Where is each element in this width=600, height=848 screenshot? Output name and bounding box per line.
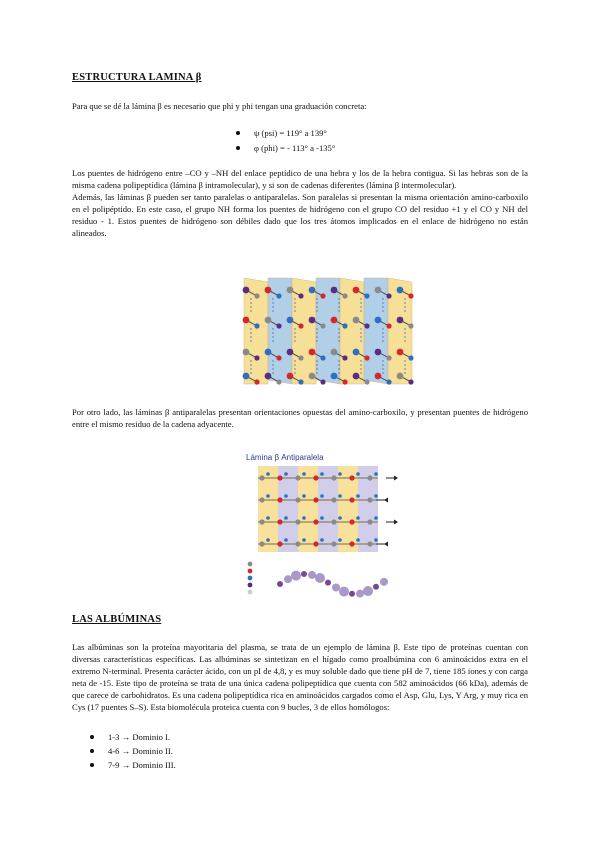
model-atom [291, 571, 301, 581]
atom [342, 355, 347, 360]
atom [349, 497, 354, 502]
atom [243, 349, 250, 356]
model-atom [380, 578, 388, 586]
atom [313, 519, 318, 524]
atom [265, 317, 272, 324]
atom [342, 379, 347, 384]
atom [331, 519, 336, 524]
atom [287, 317, 294, 324]
atom [367, 497, 372, 502]
model-atom [363, 586, 373, 596]
atom [320, 379, 325, 384]
atom [254, 379, 259, 384]
atom [408, 293, 413, 298]
atom [342, 323, 347, 328]
atom [331, 317, 338, 324]
atom [309, 287, 316, 294]
atom [353, 373, 360, 380]
parallel-paragraph: Además, las láminas β pueden ser tanto paralelas o antiparalelas. Son paralelas si presentan la misma orientación amino-carboxilo en el polipéptido. En este caso, el grupo NH forma los puentes de hidrógeno con el grupo CO del residuo +1 y el CO y NH del residuo - 1. Estos puentes de hidrógeno son débiles dado que los tres átomos implicados en el enlace de hidrógeno no están alineados. [72, 192, 528, 238]
atom [331, 497, 336, 502]
intro-paragraph [72, 100, 528, 112]
atom [302, 472, 306, 476]
atom [277, 541, 282, 546]
atom [338, 472, 342, 476]
bullet-icon [90, 763, 94, 767]
atom [397, 287, 404, 294]
atom [295, 475, 300, 480]
atom [338, 516, 342, 520]
list-item: 7-9 → Dominio III. [108, 759, 176, 771]
atom [266, 538, 270, 542]
atom [265, 373, 272, 380]
atom [295, 497, 300, 502]
model-atom [349, 591, 355, 597]
atom [284, 472, 288, 476]
atom [313, 541, 318, 546]
atom [266, 472, 270, 476]
legend-swatch [248, 576, 253, 581]
atom [331, 373, 338, 380]
model-atom [332, 584, 340, 592]
atom [259, 497, 264, 502]
list-item: ψ (psi) = 119° a 139° [254, 127, 335, 139]
atom [276, 379, 281, 384]
atom [353, 317, 360, 324]
atom [331, 475, 336, 480]
atom [254, 355, 259, 360]
atom [374, 472, 378, 476]
atom [298, 379, 303, 384]
atom [364, 355, 369, 360]
atom [313, 497, 318, 502]
atom [386, 379, 391, 384]
atom [349, 519, 354, 524]
atom [298, 323, 303, 328]
sheet-panel [388, 278, 412, 384]
model-atom [356, 590, 364, 598]
model-atom [284, 575, 292, 583]
atom [408, 379, 413, 384]
hydrogen-bond-paragraph: Los puentes de hidrógeno entre –CO y –NH del enlace peptídico de una hebra y los de la hebra contigua. Si las hebras son de la misma cadena polipeptídica (lámina β intramolecular), y si son de cadenas diferentes (lámina β intermolecular). Además, las láminas β pueden ser tanto paralelas o antiparalelas. Son paralelas si presentan la misma orientación amino-carboxilo en el polipéptido. En este caso, el grupo NH forma los puentes de hidrógeno con el grupo CO del residuo +1 y el CO y NH del residuo - 1. Estos puentes de hidrógeno son débiles dado que los tres átomos implicados en el enlace de hidrógeno no están alineados. [72, 168, 528, 238]
atom [302, 516, 306, 520]
angle-list [254, 127, 335, 154]
atom [298, 293, 303, 298]
atom [259, 475, 264, 480]
model-atom [373, 584, 379, 590]
atom [353, 287, 360, 294]
atom [287, 349, 294, 356]
model-atom [308, 571, 316, 579]
legend-swatch [248, 562, 253, 567]
atom [338, 494, 342, 498]
atom [331, 287, 338, 294]
legend-swatch [248, 583, 253, 588]
model-atom [325, 580, 331, 586]
albumin-paragraph: Las albúminas son la proteína mayoritaria del plasma, se trata de un ejemplo de lámina β. Este tipo de proteínas cuentan con diversas características específicas. Las albúminas se sintetizan en el hígado como proalbúmina con 6 aminoácidos extra en el extremo N-terminal. Presenta carácter ácido, con un pI de 4,8, y es muy soluble dado que tiene pH de 7, tiene 185 iones y con carga neta de -15. Este tipo de proteína se trata de una única cadena polipeptídica que cuenta con 582 aminoácidos (66 kDa), además de que carece de carbohidratos. Es una cadena polipeptídica rica en aminoácidos cargados como el Asp, Glu, Lys, Y Arg, y muy rica en Cys (17 puentes S–S). Esta biomolécula proteica cuenta con 9 bucles, 3 de ellos homólogos: [72, 642, 528, 712]
atom [367, 541, 372, 546]
antiparallel-sheet-figure [240, 450, 406, 602]
section-title-albumins: LAS ALBÚMINAS [72, 614, 162, 625]
atom [356, 494, 360, 498]
atom [284, 538, 288, 542]
atom [266, 494, 270, 498]
atom [309, 317, 316, 324]
atom [375, 317, 382, 324]
atom [331, 541, 336, 546]
atom [265, 349, 272, 356]
atom [259, 541, 264, 546]
atom [320, 355, 325, 360]
atom [277, 519, 282, 524]
atom [374, 494, 378, 498]
list-item: 4-6 → Dominio II. [108, 745, 176, 757]
atom [254, 293, 259, 298]
atom [320, 323, 325, 328]
atom [243, 287, 250, 294]
atom [265, 287, 272, 294]
parallel-sheet-figure [236, 272, 416, 388]
atom [397, 373, 404, 380]
atom [287, 287, 294, 294]
atom [302, 538, 306, 542]
legend-swatch [248, 590, 253, 595]
atom [367, 519, 372, 524]
atom [386, 323, 391, 328]
atom [356, 538, 360, 542]
list-item: 1-3 → Dominio I. [108, 731, 176, 743]
atom [364, 293, 369, 298]
atom [320, 293, 325, 298]
atom [408, 323, 413, 328]
atom [397, 317, 404, 324]
atom [375, 373, 382, 380]
atom [349, 541, 354, 546]
model-atom [339, 587, 349, 597]
atom [397, 349, 404, 356]
atom [287, 373, 294, 380]
atom [243, 317, 250, 324]
atom [375, 287, 382, 294]
atom [364, 323, 369, 328]
bullet-icon [236, 146, 240, 150]
atom [295, 541, 300, 546]
atom [356, 472, 360, 476]
atom [284, 516, 288, 520]
atom [364, 379, 369, 384]
atom [374, 538, 378, 542]
atom [386, 355, 391, 360]
legend-swatch [248, 569, 253, 574]
atom [386, 293, 391, 298]
parallel-sheet-diagram [236, 272, 416, 388]
atom [356, 516, 360, 520]
atom [276, 293, 281, 298]
atom [243, 373, 250, 380]
atom [298, 355, 303, 360]
atom [309, 349, 316, 356]
atom [375, 349, 382, 356]
list-item: φ (phi) = - 113° a -135° [254, 142, 335, 154]
atom [276, 323, 281, 328]
bullet-icon [90, 749, 94, 753]
atom [266, 516, 270, 520]
atom [338, 538, 342, 542]
figure-title: Lámina β Antiparalela [246, 453, 324, 462]
antiparallel-paragraph: Por otro lado, las láminas β antiparalelas presentan orientaciones opuestas del amino-carboxilo, y presentan puentes de hidrógeno entre el mismo residuo de la cadena adyacente. [72, 407, 528, 429]
bullet-icon [236, 131, 240, 135]
antiparallel-sheet-diagram [240, 450, 406, 602]
atom [374, 516, 378, 520]
atom [259, 519, 264, 524]
model-atom [315, 573, 325, 583]
atom [309, 373, 316, 380]
domain-list [108, 731, 176, 771]
atom [349, 475, 354, 480]
bullet-icon [90, 735, 94, 739]
atom [284, 494, 288, 498]
sheet-panel [292, 278, 316, 384]
atom [320, 472, 324, 476]
atom [277, 497, 282, 502]
atom [254, 323, 259, 328]
atom [302, 494, 306, 498]
atom [313, 475, 318, 480]
atom [342, 293, 347, 298]
atom [320, 494, 324, 498]
atom [408, 355, 413, 360]
atom [367, 475, 372, 480]
atom [331, 349, 338, 356]
model-atom [277, 581, 283, 587]
atom [276, 355, 281, 360]
atom [353, 349, 360, 356]
atom [295, 519, 300, 524]
section-title-beta-sheet: ESTRUCTURA LAMINA β [72, 72, 202, 83]
atom [277, 475, 282, 480]
atom [320, 516, 324, 520]
model-atom [301, 571, 307, 577]
intro-text: Para que se dé la lámina β es necesario que phi y phi tengan una graduación concreta: [72, 101, 367, 111]
atom [320, 538, 324, 542]
